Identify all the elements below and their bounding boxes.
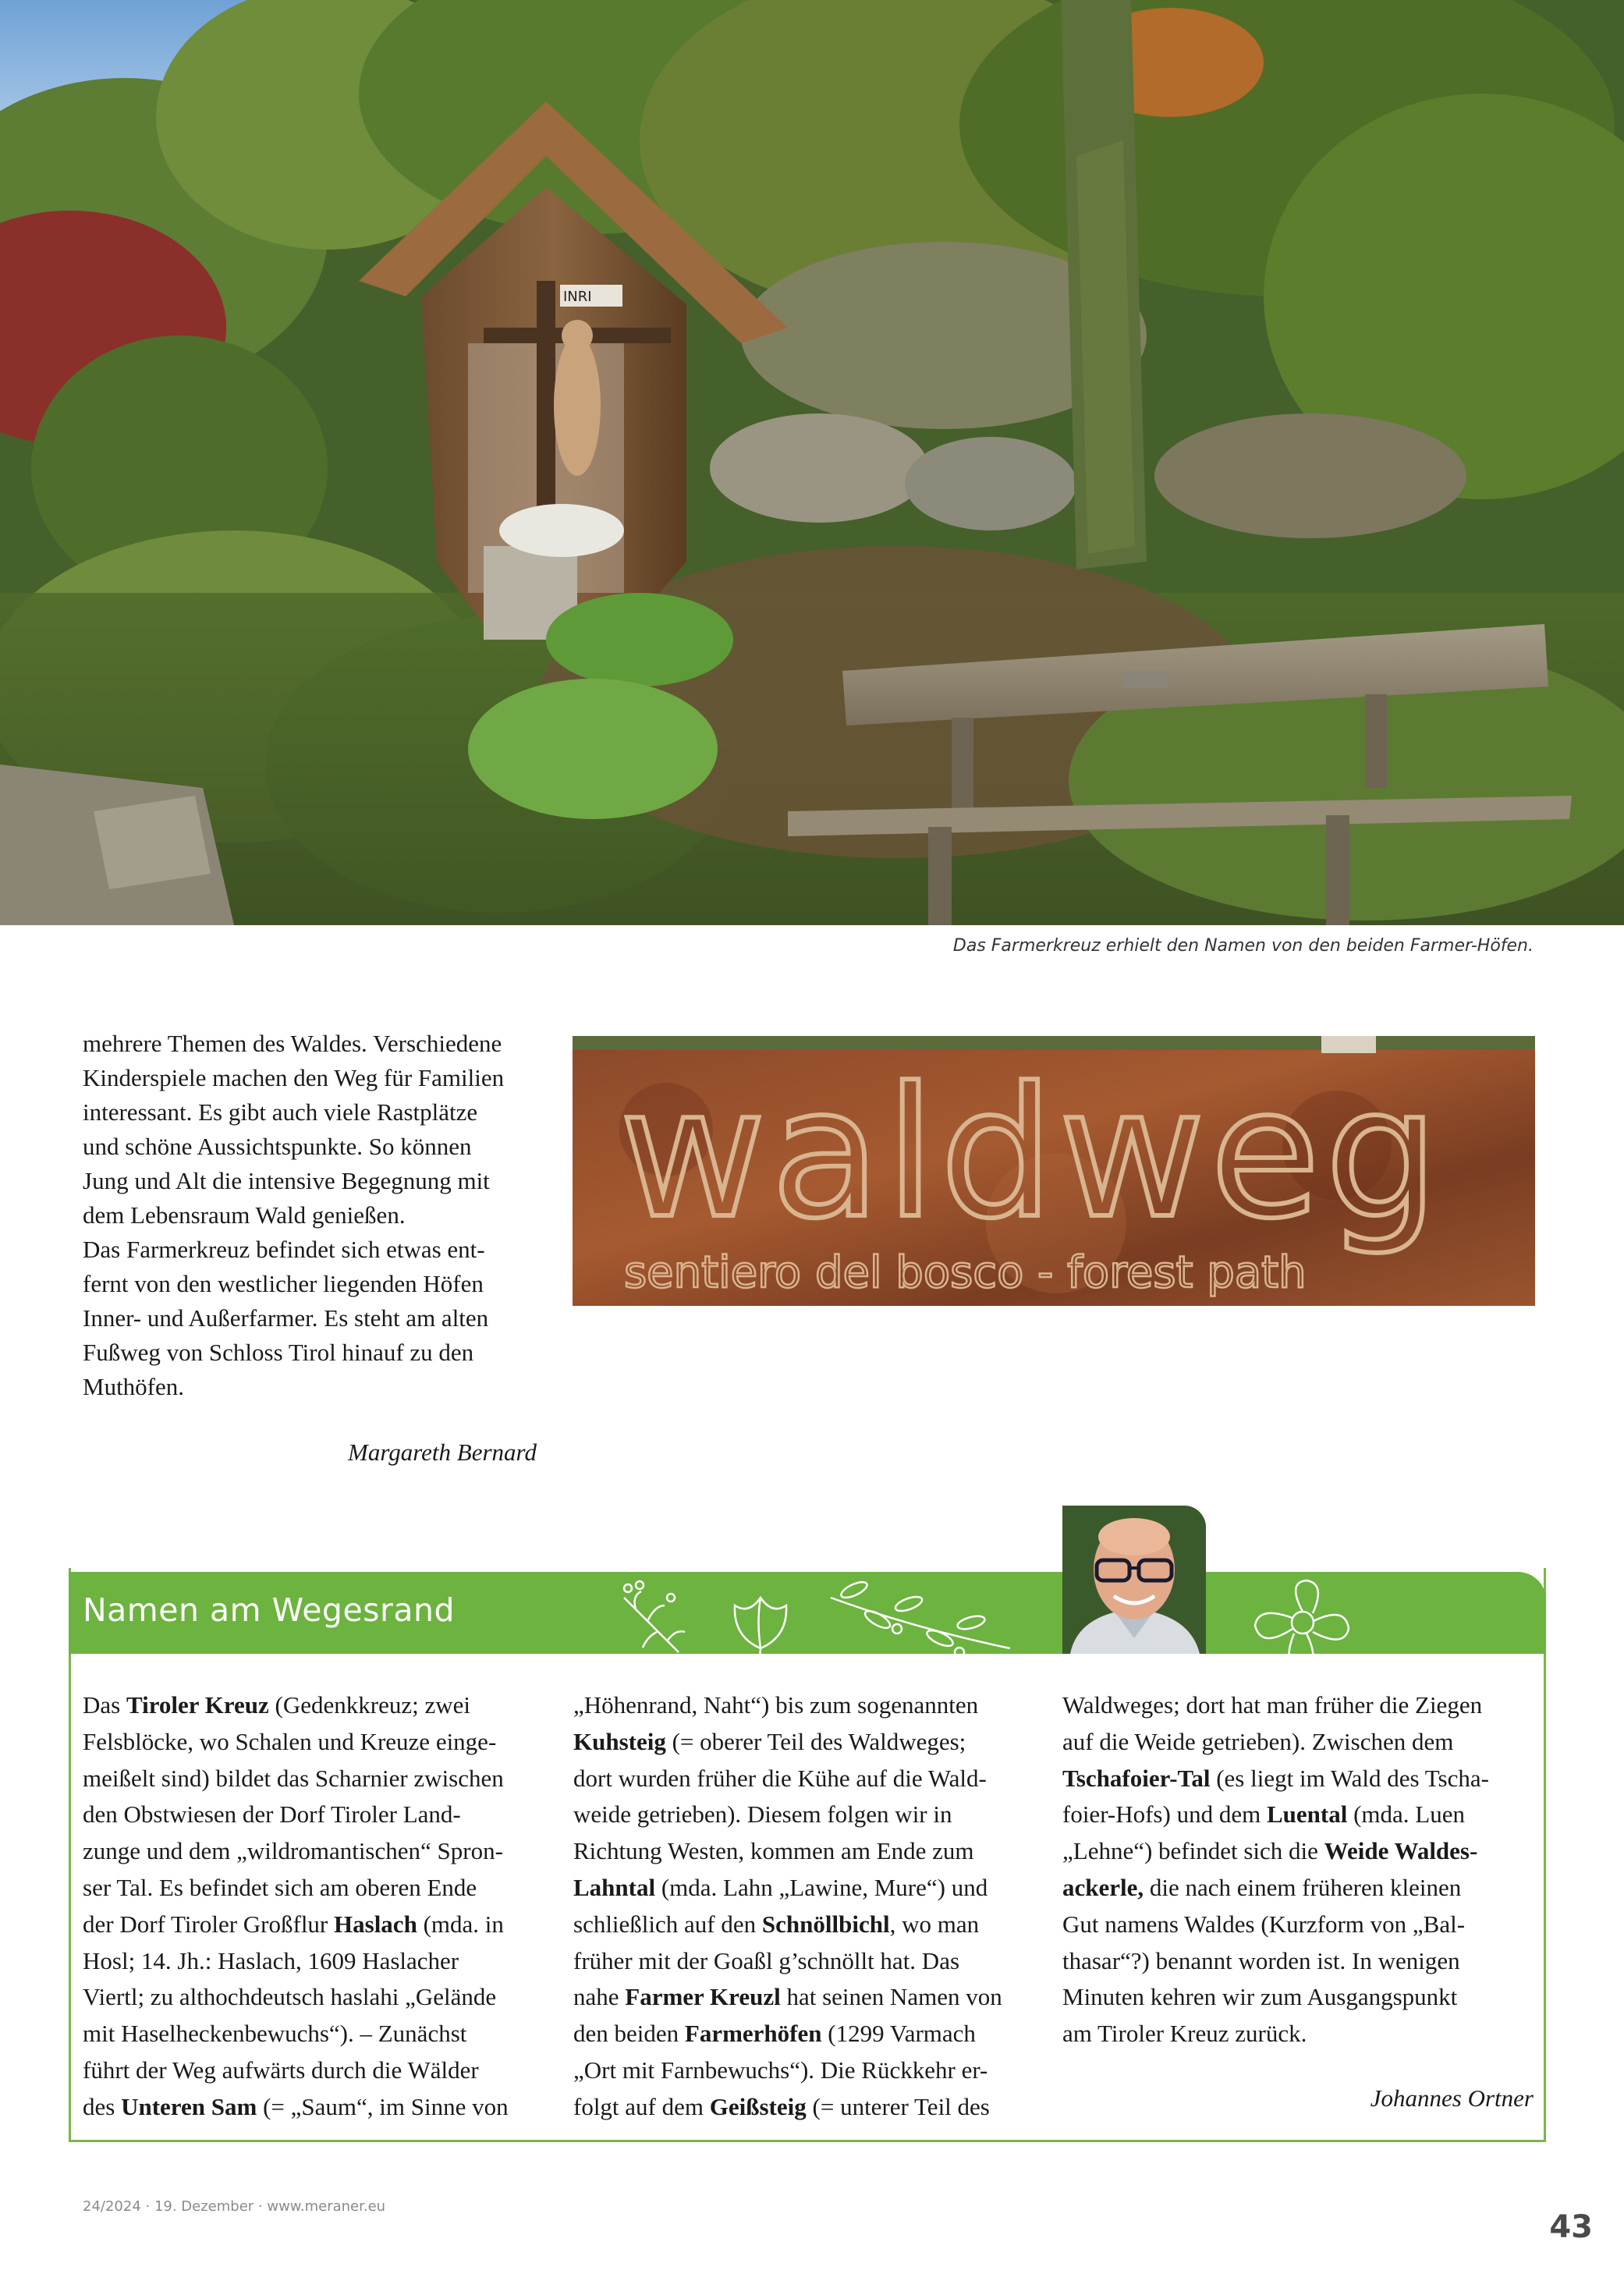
info-line — [573, 1979, 1044, 2016]
info-box-title: Namen am Wegesrand — [83, 1591, 456, 1629]
text-run: Waldweges; dort hat man früher die Ziegen — [1062, 1691, 1483, 1719]
info-line — [573, 1870, 1044, 1907]
text-run: mit Haselheckenbewuchs“). – Zunächst — [83, 2020, 467, 2048]
info-line — [83, 1943, 554, 1980]
text-run: (Gedenkkreuz; zwei — [268, 1691, 470, 1719]
bold-term: Farmerhöfen — [684, 2020, 822, 2048]
info-line — [1062, 1833, 1534, 1870]
text-run: foier-Hofs) und dem — [1062, 1800, 1267, 1829]
article-author: Margareth Bernard — [348, 1438, 537, 1466]
bold-term: Tiroler Kreuz — [126, 1691, 269, 1719]
text-run: schließlich auf den — [573, 1910, 762, 1938]
article-line: fernt von den westlicher liegenden Höfen — [83, 1270, 484, 1297]
text-run: ser Tal. Es befindet sich am oberen Ende — [83, 1873, 477, 1901]
info-line — [83, 1979, 554, 2016]
text-run: Gut namens Waldes (Kurzform von „Bal- — [1062, 1910, 1466, 1938]
svg-text:sentiero del bosco - forest pa: sentiero del bosco - forest path — [624, 1247, 1307, 1298]
bold-term: Unteren Sam — [121, 2092, 257, 2120]
box-author: Johannes Ortner — [1370, 2084, 1534, 2112]
text-run: (mda. in — [417, 1910, 504, 1938]
text-run: Viertl; zu althochdeutsch haslahi „Gelände — [83, 1983, 497, 2011]
text-run: dort wurden früher die Kühe auf die Wald- — [573, 1764, 987, 1792]
text-run: zunge und dem „wildromantischen“ Spron- — [83, 1837, 503, 1865]
text-run: den beiden — [573, 2020, 685, 2048]
bold-term: Tschafoier-Tal — [1062, 1764, 1211, 1792]
text-run: „Ort mit Farnbewuchs“). Die Rückkehr er- — [573, 2056, 988, 2084]
tulip-icon — [718, 1574, 803, 1699]
text-run: den Obstwiesen der Dorf Tiroler Land- — [83, 1800, 461, 1829]
text-run: (1299 Varmach — [821, 2020, 976, 2048]
text-run: auf die Weide getrieben). Zwischen dem — [1062, 1727, 1454, 1755]
info-line — [573, 1761, 1044, 1797]
info-line — [1062, 1761, 1534, 1797]
article-line: Fußweg von Schloss Tirol hinauf zu den — [83, 1339, 474, 1366]
bold-term: Kuhsteig — [573, 1727, 666, 1755]
info-column-2 — [573, 1687, 1044, 2126]
bold-term: Geißsteig — [709, 2092, 807, 2120]
text-run: der Dorf Tiroler Großflur — [83, 1910, 335, 1938]
info-line — [573, 1724, 1044, 1761]
olive-branch-icon — [823, 1574, 1018, 1660]
text-run: des — [83, 2092, 122, 2120]
text-run: Hosl; 14. Jh.: Haslach, 1609 Haslacher — [83, 1946, 459, 1974]
article-line: Kinderspiele machen den Weg für Familien — [83, 1064, 505, 1091]
text-run: , wo man — [889, 1910, 980, 1938]
article-line: mehrere Themen des Waldes. Verschiedene — [83, 1030, 502, 1057]
article-line: interessant. Es gibt auch viele Rastplätze — [83, 1098, 478, 1126]
info-line — [573, 1943, 1044, 1980]
article-line: Inner- und Außerfarmer. Es steht am alten — [83, 1304, 489, 1332]
text-run: die nach einem früheren kleinen — [1144, 1873, 1462, 1901]
waldweg-sign-photo — [573, 1036, 1535, 1306]
info-line — [83, 1833, 554, 1870]
info-column-1 — [83, 1687, 554, 2126]
info-line — [1062, 1979, 1534, 2016]
info-line — [83, 1761, 554, 1797]
text-run: Richtung Westen, kommen am Ende zum — [573, 1837, 974, 1865]
text-run: Das — [83, 1691, 126, 1719]
info-line — [1062, 2016, 1534, 2052]
info-line — [83, 1907, 554, 1943]
bold-term: Schnöllbichl — [761, 1910, 890, 1938]
article-line: Jung und Alt die intensive Begegnung mit — [83, 1167, 490, 1194]
text-run: am Tiroler Kreuz zurück. — [1062, 2020, 1307, 2048]
bold-term: Lahntal — [573, 1873, 656, 1901]
info-line — [573, 1907, 1044, 1943]
text-run: (= „Saum“, im Sinne von — [257, 2092, 509, 2120]
info-line — [1062, 1724, 1534, 1761]
page-number: 43 — [1549, 2209, 1593, 2245]
svg-text:waldweg: waldweg — [619, 1050, 1444, 1258]
text-run: „Lehne“) befindet sich die — [1062, 1837, 1324, 1865]
author-portrait — [1062, 1506, 1206, 1654]
text-run: hat seinen Namen von — [780, 1983, 1002, 2011]
text-run: (= unterer Teil des — [806, 2092, 990, 2120]
text-run: (mda. Luen — [1347, 1800, 1465, 1829]
info-line — [83, 2089, 554, 2126]
flower-icon — [1244, 1574, 1361, 1676]
article-line: Das Farmerkreuz befindet sich etwas ent- — [83, 1236, 485, 1263]
info-line — [573, 1687, 1044, 1724]
svg-text:INRI: INRI — [563, 289, 592, 305]
info-line — [573, 1797, 1044, 1833]
hero-photo — [0, 0, 1624, 925]
text-run: führt der Weg aufwärts durch die Wälder — [83, 2056, 479, 2084]
text-run: folgt auf dem — [573, 2092, 710, 2120]
text-run: Felsblöcke, wo Schalen und Kreuze einge- — [83, 1727, 497, 1755]
bold-term: Weide Waldes- — [1324, 1837, 1478, 1865]
info-line — [83, 1687, 554, 1724]
branch-icon — [608, 1574, 694, 1660]
info-line — [573, 2052, 1044, 2089]
article-line: dem Lebensraum Wald genießen. — [83, 1201, 406, 1229]
info-line — [573, 2016, 1044, 2052]
photo-caption: Das Farmerkreuz erhielt den Namen von den beiden Farmer-Höfen. — [952, 936, 1534, 956]
info-line — [1062, 1687, 1534, 1724]
article-line: Muthöfen. — [83, 1373, 185, 1400]
text-run: (= oberer Teil des Waldweges; — [665, 1727, 966, 1755]
text-run: meißelt sind) bildet das Scharnier zwischen — [83, 1764, 504, 1792]
info-line — [1062, 1907, 1534, 1943]
bold-term: Farmer Kreuzl — [625, 1983, 781, 2011]
text-run: „Höhenrand, Naht“) bis zum sogenannten — [573, 1691, 979, 1719]
info-line — [573, 1833, 1044, 1870]
text-run: nahe — [573, 1983, 626, 2011]
text-run: thasar“?) benannt worden ist. In wenigen — [1062, 1946, 1460, 1974]
footer-info: 24/2024 · 19. Dezember · www.meraner.eu — [83, 2198, 386, 2215]
text-run: (es liegt im Wald des Tscha- — [1210, 1764, 1489, 1792]
bold-term: Haslach — [334, 1910, 417, 1938]
text-run: (mda. Lahn „Lawine, Mure“) und — [655, 1873, 988, 1901]
info-line — [1062, 1797, 1534, 1833]
info-line — [83, 1870, 554, 1907]
info-line — [83, 1724, 554, 1761]
info-line — [83, 1797, 554, 1833]
info-line — [83, 2052, 554, 2089]
info-line — [83, 2016, 554, 2052]
article-line: und schöne Aussichtspunkte. So können — [83, 1133, 472, 1160]
info-column-3 — [1062, 1687, 1534, 2052]
info-line — [1062, 1943, 1534, 1980]
bold-term: ackerle, — [1062, 1873, 1144, 1901]
text-run: Minuten kehren wir zum Ausgangspunkt — [1062, 1983, 1458, 2011]
info-line — [573, 2089, 1044, 2126]
info-line — [1062, 1870, 1534, 1907]
text-run: früher mit der Goaßl g’schnöllt hat. Das — [573, 1946, 960, 1974]
text-run: weide getrieben). Diesem folgen wir in — [573, 1800, 952, 1829]
bold-term: Luental — [1266, 1800, 1348, 1829]
article-text — [83, 1027, 566, 1404]
